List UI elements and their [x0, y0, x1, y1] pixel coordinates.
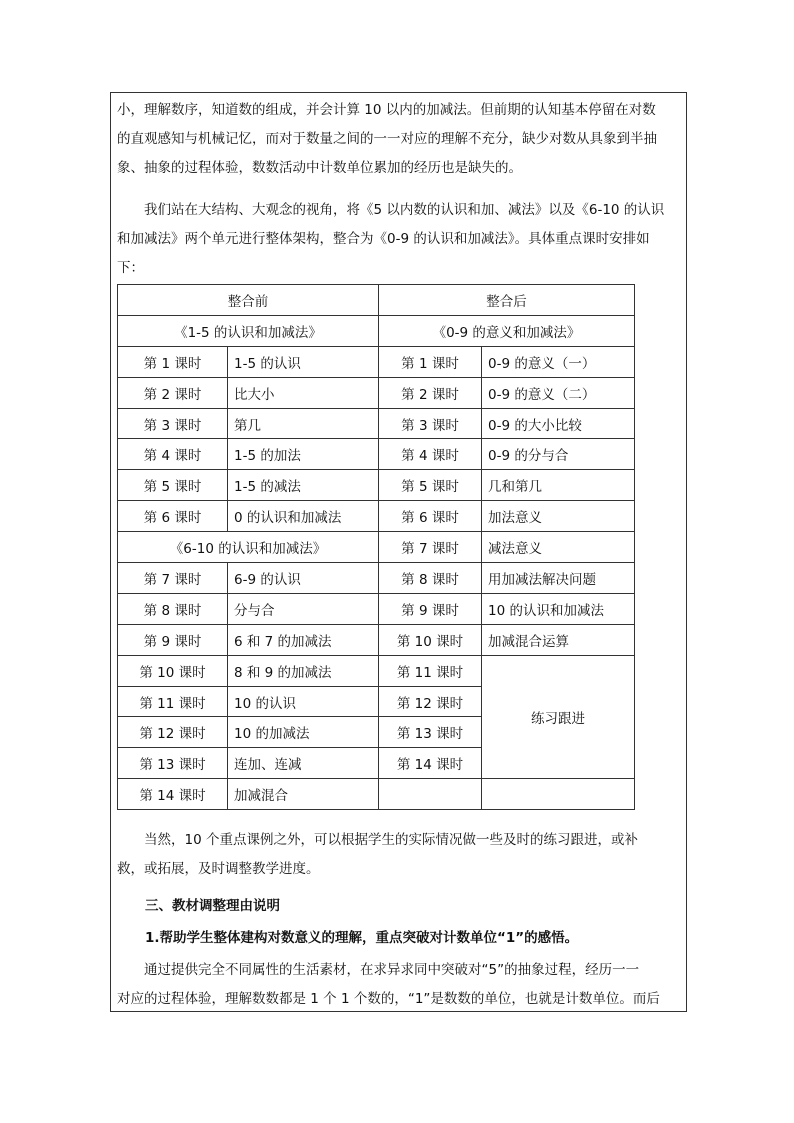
after-lesson: 第 11 课时 — [379, 655, 482, 686]
before-lesson: 第 7 课时 — [118, 563, 228, 594]
after-topic: 0-9 的大小比较 — [482, 408, 635, 439]
before-unit-title: 《1-5 的认识和加减法》 — [118, 315, 379, 346]
before-lesson: 第 10 课时 — [118, 655, 228, 686]
before-topic: 第几 — [228, 408, 379, 439]
before-lesson: 第 12 课时 — [118, 717, 228, 748]
after-lesson: 第 4 课时 — [379, 439, 482, 470]
before-topic: 加减混合 — [228, 779, 379, 810]
before-topic: 比大小 — [228, 377, 379, 408]
text-line: 对应的过程体验，理解数数都是 1 个 1 个数的，“1”是数数的单位，也就是计数单位。而后 — [117, 991, 660, 1007]
after-lesson: 第 6 课时 — [379, 501, 482, 532]
after-lesson: 第 13 课时 — [379, 717, 482, 748]
before-topic: 1-5 的加法 — [228, 439, 379, 470]
intro-paragraph — [117, 96, 682, 183]
table-row — [118, 285, 635, 316]
after-topic: 加法意义 — [482, 501, 635, 532]
table-row — [118, 315, 635, 346]
after-lesson: 第 1 课时 — [379, 346, 482, 377]
after-lesson: 第 12 课时 — [379, 686, 482, 717]
table-row — [118, 346, 635, 377]
text-line: 下： — [117, 260, 144, 276]
after-lesson: 第 7 课时 — [379, 532, 482, 563]
after-topic: 加减混合运算 — [482, 624, 635, 655]
before-topic: 10 的加减法 — [228, 717, 379, 748]
before-lesson: 第 2 课时 — [118, 377, 228, 408]
before-lesson: 第 14 课时 — [118, 779, 228, 810]
table-row — [118, 593, 635, 624]
text-line: 和加减法》两个单元进行整体架构，整合为《0-9 的认识和加减法》。具体重点课时安排如 — [117, 231, 650, 247]
empty-cell — [482, 779, 635, 810]
after-lesson: 第 10 课时 — [379, 624, 482, 655]
before-topic: 分与合 — [228, 593, 379, 624]
text-line: 当然，10 个重点课例之外，可以根据学生的实际情况做一些及时的练习跟进，或补 — [117, 832, 638, 848]
section-heading: 三、教材调整理由说明 — [145, 898, 280, 914]
table-row — [118, 779, 635, 810]
before-topic: 连加、连减 — [228, 748, 379, 779]
final-paragraph — [117, 956, 682, 1014]
before-lesson: 第 3 课时 — [118, 408, 228, 439]
before-lesson: 第 9 课时 — [118, 624, 228, 655]
subsection-heading: 1.帮助学生整体建构对数意义的理解，重点突破对计数单位“1”的感悟。 — [145, 930, 579, 946]
table-row — [118, 532, 635, 563]
before-topic: 6-9 的认识 — [228, 563, 379, 594]
after-header: 整合后 — [379, 285, 635, 316]
before-topic: 1-5 的认识 — [228, 346, 379, 377]
table-row — [118, 470, 635, 501]
after-lesson: 第 5 课时 — [379, 470, 482, 501]
before-lesson: 第 1 课时 — [118, 346, 228, 377]
table-row — [118, 377, 635, 408]
text-line: 通过提供完全不同属性的生活素材，在求异求同中突破对“5”的抽象过程，经历一一 — [117, 962, 640, 978]
lesson-integration-table — [117, 284, 635, 810]
after-lesson: 第 8 课时 — [379, 563, 482, 594]
after-lesson: 第 14 课时 — [379, 748, 482, 779]
after-topic: 几和第几 — [482, 470, 635, 501]
empty-cell — [379, 779, 482, 810]
after-lesson: 第 3 课时 — [379, 408, 482, 439]
before-lesson: 第 4 课时 — [118, 439, 228, 470]
after-topic: 0-9 的意义（二） — [482, 377, 635, 408]
text-line: 象、抽象的过程体验，数数活动中计数单位累加的经历也是缺失的。 — [117, 160, 522, 176]
before-unit-title: 《6-10 的认识和加减法》 — [118, 532, 379, 563]
text-line: 我们站在大结构、大观念的视角，将《5 以内数的认识和加、减法》以及《6-10 的认识 — [117, 202, 665, 218]
before-lesson: 第 5 课时 — [118, 470, 228, 501]
table-row — [118, 655, 635, 686]
before-lesson: 第 6 课时 — [118, 501, 228, 532]
table-row — [118, 563, 635, 594]
before-header: 整合前 — [118, 285, 379, 316]
text-line: 的直观感知与机械记忆，而对于数量之间的一一对应的理解不充分，缺少对数从具象到半抽 — [117, 131, 657, 147]
before-lesson: 第 13 课时 — [118, 748, 228, 779]
after-topic: 0-9 的意义（一） — [482, 346, 635, 377]
after-topic: 减法意义 — [482, 532, 635, 563]
plan-paragraph — [117, 196, 682, 283]
after-lesson: 第 2 课时 — [379, 377, 482, 408]
table-row — [118, 501, 635, 532]
before-lesson: 第 11 课时 — [118, 686, 228, 717]
before-lesson: 第 8 课时 — [118, 593, 228, 624]
text-line: 小，理解数序，知道数的组成，并会计算 10 以内的加减法。但前期的认知基本停留在对数 — [117, 102, 656, 118]
table-row — [118, 624, 635, 655]
before-topic: 8 和 9 的加减法 — [228, 655, 379, 686]
before-topic: 6 和 7 的加减法 — [228, 624, 379, 655]
after-lesson: 第 9 课时 — [379, 593, 482, 624]
before-topic: 1-5 的减法 — [228, 470, 379, 501]
after-unit-title: 《0-9 的意义和加减法》 — [379, 315, 635, 346]
text-line: 救，或拓展，及时调整教学进度。 — [117, 861, 320, 877]
table-row — [118, 439, 635, 470]
before-topic: 0 的认识和加减法 — [228, 501, 379, 532]
practice-cell: 练习跟进 — [482, 655, 635, 779]
table-row — [118, 408, 635, 439]
after-topic: 0-9 的分与合 — [482, 439, 635, 470]
after-table-paragraph — [117, 826, 682, 884]
after-topic: 10 的认识和加减法 — [482, 593, 635, 624]
before-topic: 10 的认识 — [228, 686, 379, 717]
after-topic: 用加减法解决问题 — [482, 563, 635, 594]
